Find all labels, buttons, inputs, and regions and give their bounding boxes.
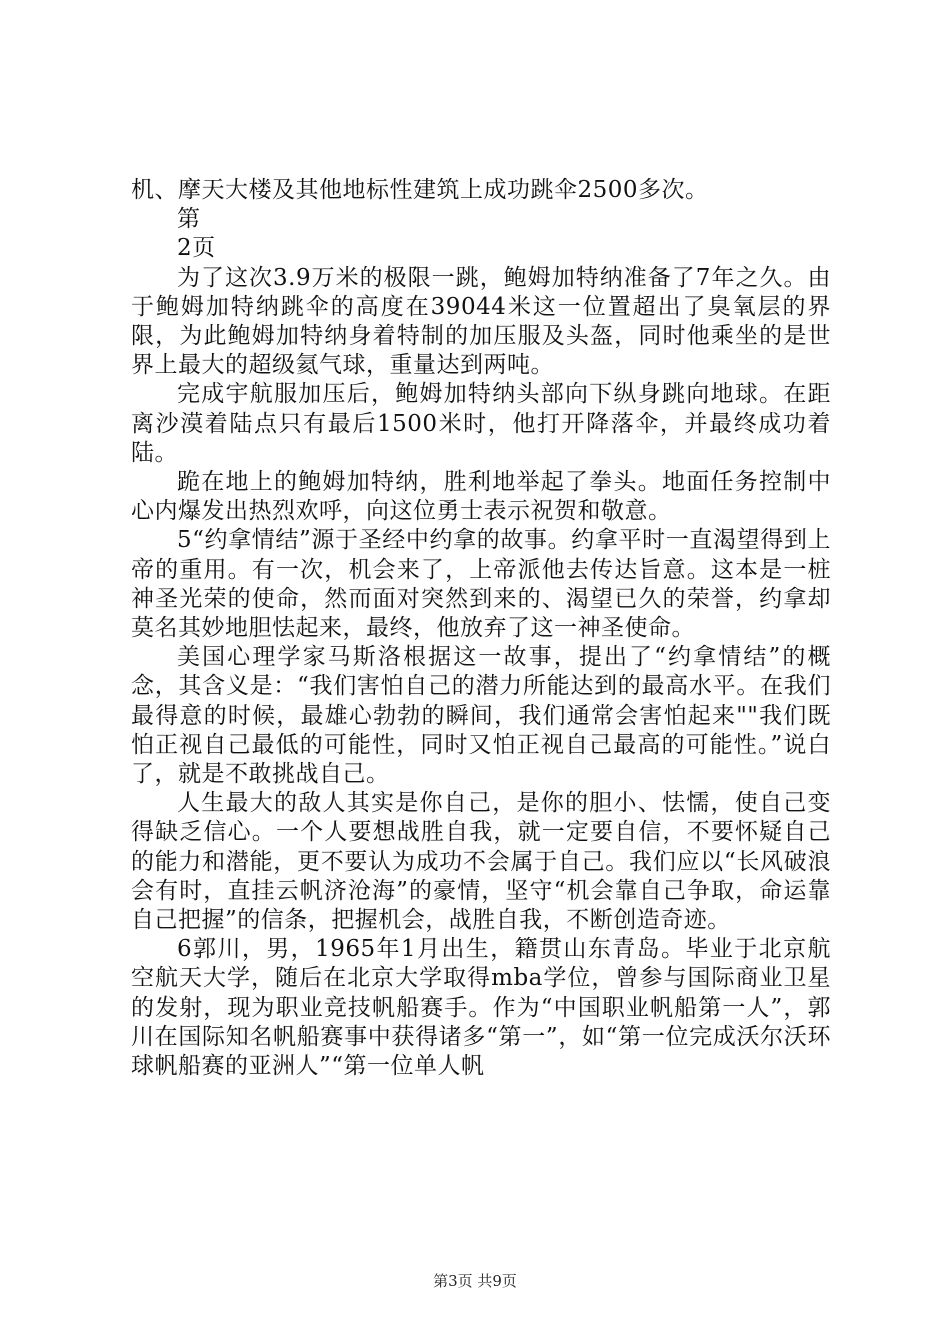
paragraph: 5“约拿情结”源于圣经中约拿的故事。约拿平时一直渴望得到上帝的重用。有一次，机会来了，上帝派他去传达旨意。这本是一桩神圣光荣的使命，然而面对突然到来的、渴望已久的荣誉，约拿却莫名其妙地胆怯起来，最终，他放弃了这一神圣使命。: [131, 527, 831, 642]
page-footer: [0, 1271, 950, 1291]
paragraph: 人生最大的敌人其实是你自己，是你的胆小、怯懦，使自己变得缺乏信心。一个人要想战胜自我，就一定要自信，不要怀疑自己的能力和潜能，更不要认为成功不会属于自己。我们应以“长风破浪会有时，直挂云帆济沧海”的豪情，坚守“机会靠自己争取，命运靠自己把握”的信条，把握机会，战胜自我，不断创造奇迹。: [131, 790, 831, 934]
paragraph: 为了这次3.9万米的极限一跳，鲍姆加特纳准备了7年之久。由于鲍姆加特纳跳伞的高度在39044米这一位置超出了臭氧层的界限，为此鲍姆加特纳身着特制的加压服及头盔，同时他乘坐的是世界上最大的超级氦气球，重量达到两吨。: [131, 264, 831, 379]
paragraph: 跪在地上的鲍姆加特纳，胜利地举起了拳头。地面任务控制中心内爆发出热烈欢呼，向这位勇士表示祝贺和敬意。: [131, 469, 831, 525]
paragraph: 第: [177, 206, 201, 233]
paragraph: 美国心理学家马斯洛根据这一故事，提出了“约拿情结”的概念，其含义是：“我们害怕自己的潜力所能达到的最高水平。在我们最得意的时候，最雄心勃勃的瞬间，我们通常会害怕起来""我们既怕正视自己最低的可能性，同时又怕正视自己最高的可能性。”说白了，就是不敢挑战自己。: [131, 644, 831, 788]
paragraph: 机、摩天大楼及其他地标性建筑上成功跳伞2500多次。: [131, 177, 709, 203]
paragraph: 完成宇航服加压后，鲍姆加特纳头部向下纵身跳向地球。在距离沙漠着陆点只有最后1500米时，他打开降落伞，并最终成功着陆。: [131, 381, 831, 466]
paragraph: 2页: [177, 235, 216, 262]
paragraph: 6郭川，男，1965年1月出生，籍贯山东青岛。毕业于北京航空航天大学，随后在北京大学取得mba学位，曾参与国际商业卫星的发射，现为职业竞技帆船赛手。作为“中国职业帆船第一人”，郭川在国际知名帆船赛事中获得诸多“第一”，如“第一位完成沃尔沃环球帆船赛的亚洲人”“第一位单人帆: [131, 936, 831, 1080]
page-indicator: 第3页 共9页: [433, 1272, 517, 1290]
document-body: [131, 176, 831, 1081]
